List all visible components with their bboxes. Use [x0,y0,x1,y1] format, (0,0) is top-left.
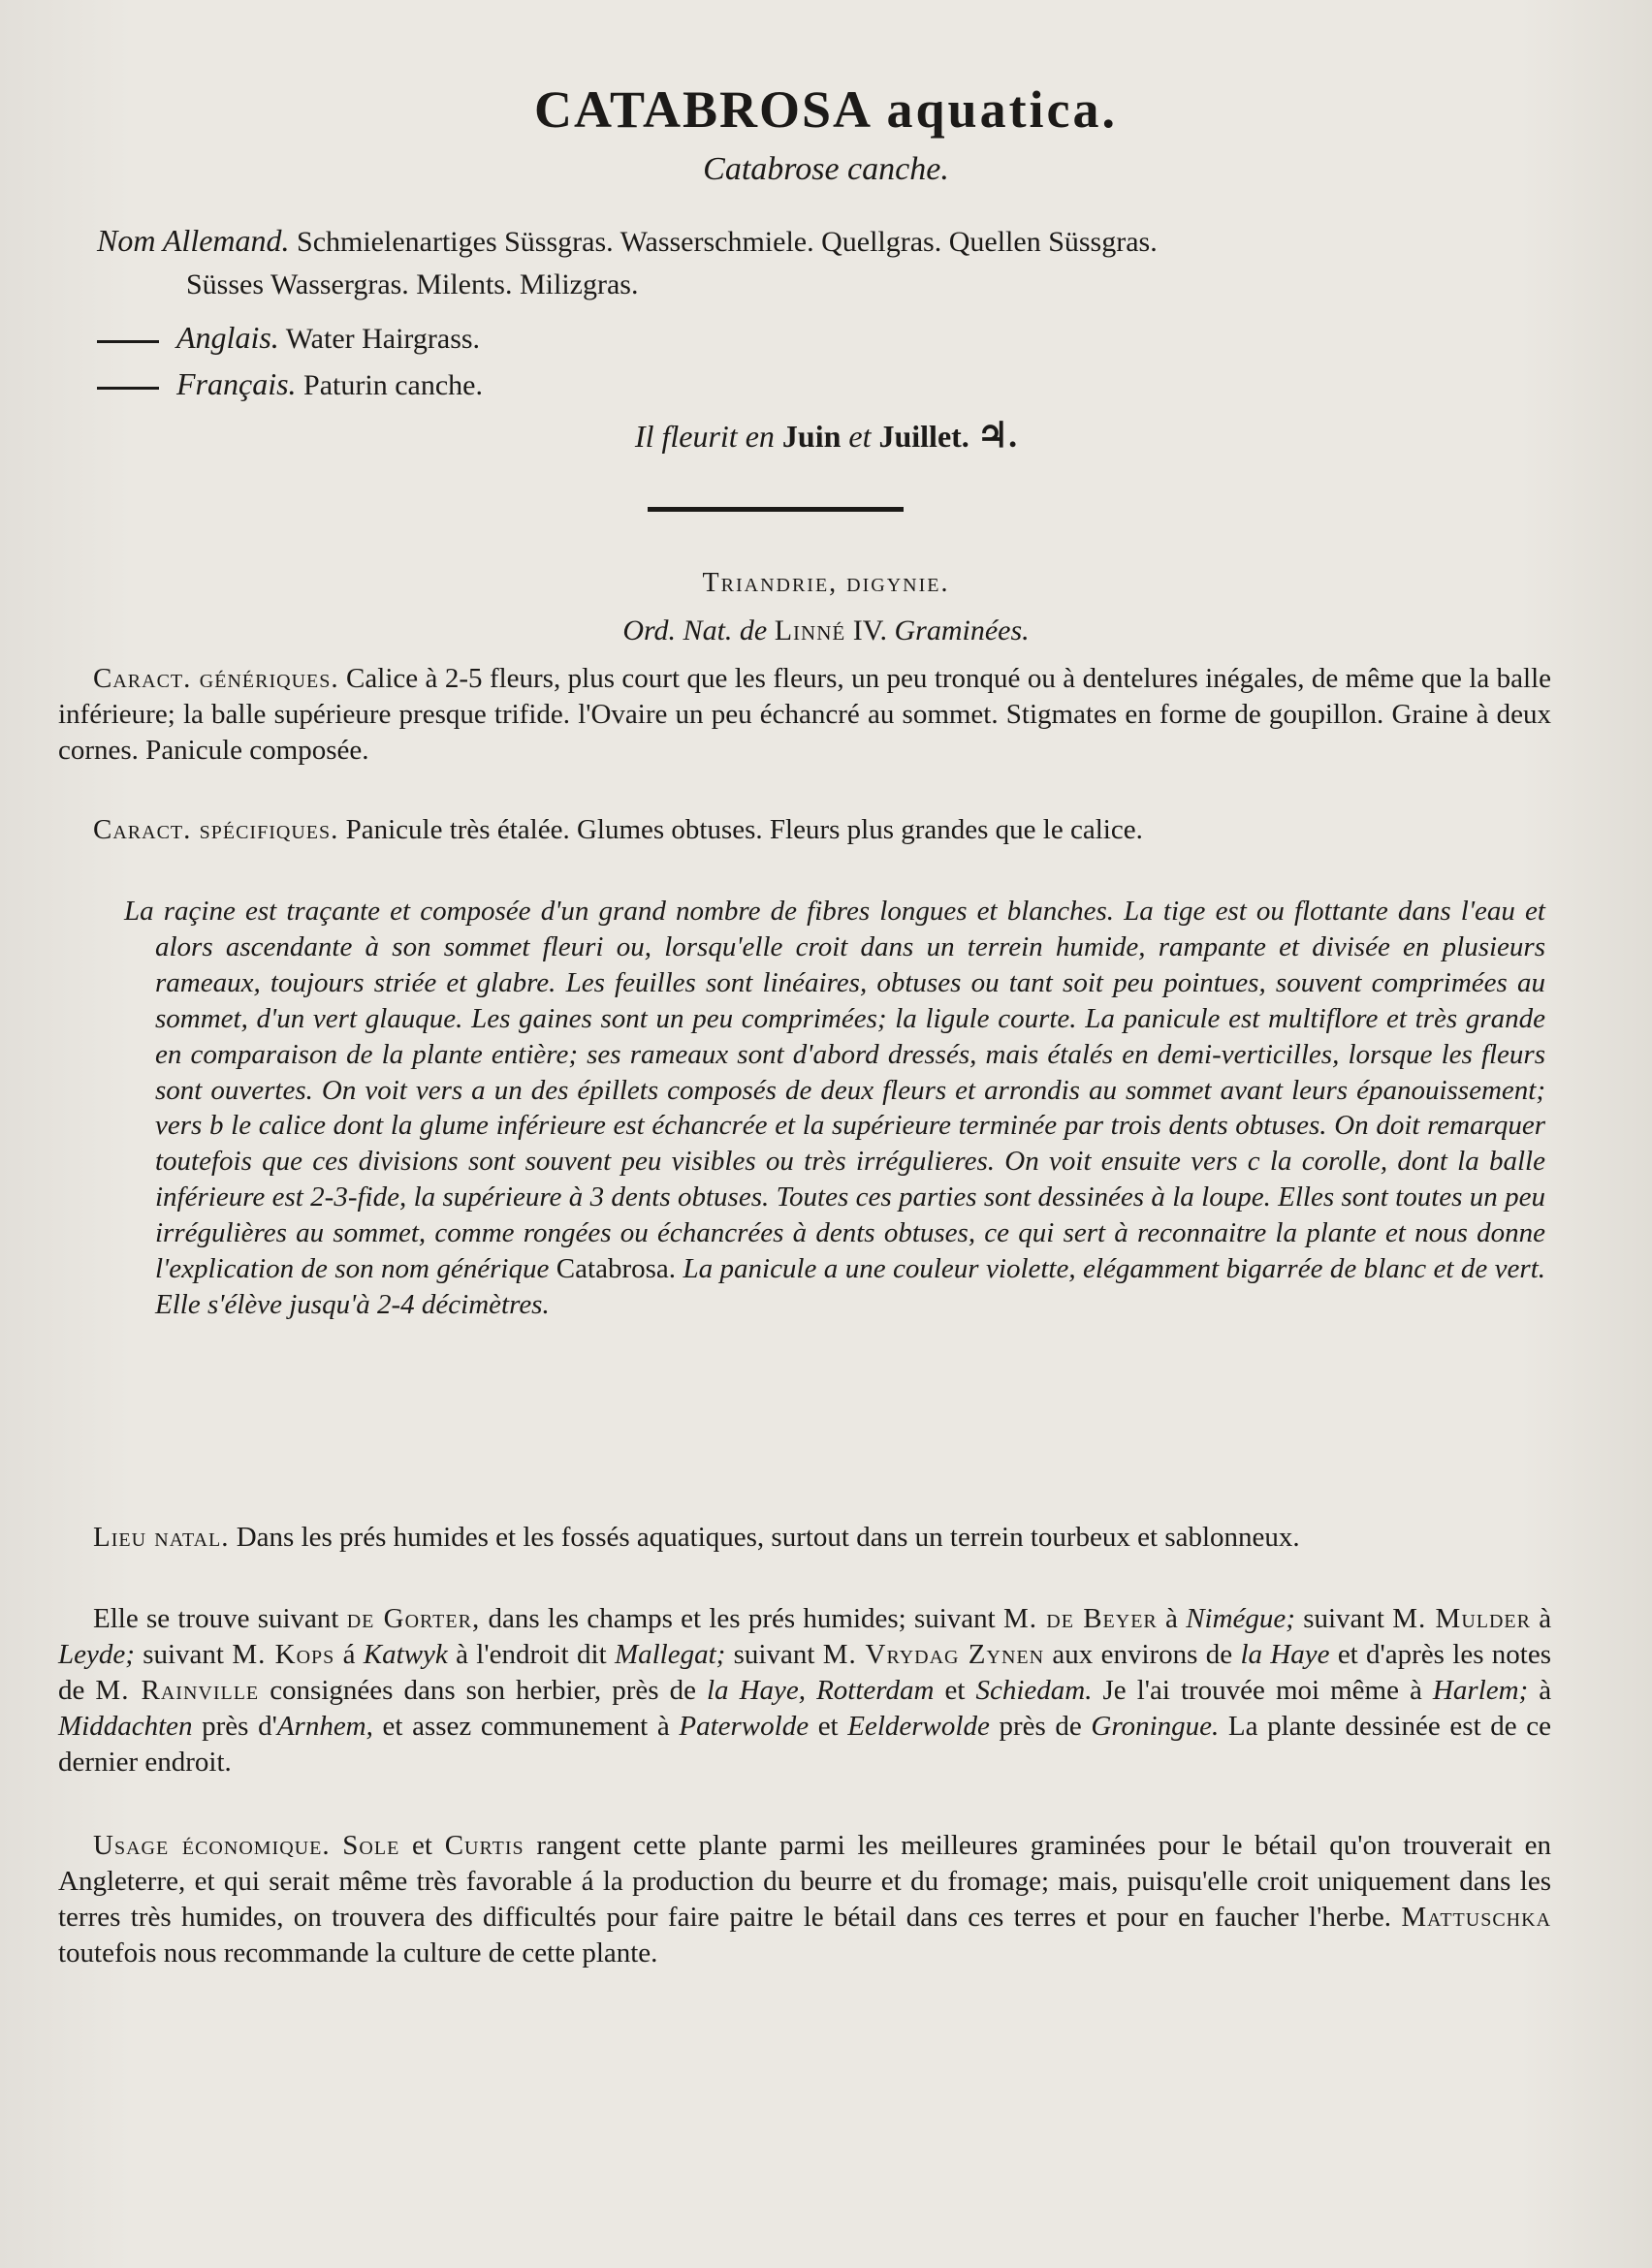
usage-text: toutefois nous recommande la culture de cette plante. [58,1937,658,1969]
english-label: Anglais. [176,320,279,355]
loc-text: à [1539,1603,1552,1634]
french-label: Français. [176,366,297,401]
loc-author: M. de Beyer [1003,1603,1158,1634]
loc-text: à l'endroit dit [456,1639,607,1670]
loc-text: aux environs de [1052,1639,1233,1670]
german-names-line1: Schmielenartiges Süssgras. Wasserschmiele. Quellgras. Quellen Süssgras. [297,226,1158,258]
ord-prefix: Ord. Nat. de [622,614,768,646]
usage-author: Mattuschka [1401,1902,1552,1933]
loc-text: consignées dans son herbier, près de [270,1675,696,1706]
loc-text: suivant [143,1639,224,1670]
loc-author: M. Mulder [1392,1603,1531,1634]
economic-usage [58,1828,1551,1971]
loc-text: et [944,1675,966,1706]
loc-text: près d' [202,1711,277,1742]
flowering-prefix: Il fleurit en [634,419,775,454]
perennial-symbol: ♃. [976,416,1018,455]
loc-text: La plante dessinée est de ce dernier endroit. [58,1711,1551,1778]
habitat-label: Lieu natal. [93,1522,230,1553]
loc-place: Groningue. [1091,1711,1220,1742]
usage-text: rangent cette plante parmi les meilleures graminées pour le bétail qu'on trouverait en Angleterre, et qui serait même très favorable á la production du beurre et du fromage; mais, puisqu'elle croit uniquement dans les terres très humides, on trouvera des difficultés pour faire paitre le bétail dans ces terres et pour en faucher l'herbe. [58,1830,1552,1933]
specific-characters [58,812,1551,848]
german-names [97,219,1561,306]
description-text-b: La panicule a une couleur violette, elégamment bigarrée de blanc et de vert. Elle s'élève jusqu'à 2-4 décimètres. [155,1253,1546,1320]
ord-family: Graminées. [894,614,1030,646]
species-name: aquatica. [886,80,1119,139]
plant-description [124,894,1545,1323]
english-name: Water Hairgrass. [285,323,481,355]
loc-text: dans les champs et les prés humides; suivant [488,1603,996,1634]
loc-place: Harlem; [1432,1675,1529,1706]
loc-text: et d'après les notes de [58,1639,1552,1706]
french-name: Paturin canche. [303,369,483,401]
usage-author: Sole [342,1830,400,1861]
loc-place: la Haye, [707,1675,807,1706]
flowering-month2: Juillet. [878,419,969,454]
generic-text: Calice à 2-5 fleurs, plus court que les fleurs, un peu tronqué ou à dentelures inégales, de même que la balle inférieure; la balle supérieure presque trifide. l'Ovaire un peu échancré au sommet. Stigmates en forme de goupillon. Graine à deux cornes. Panicule composée. [58,663,1551,766]
divider-rule [648,507,904,512]
page-title [0,79,1652,140]
habitat-text: Dans les prés humides et les fossés aquatiques, surtout dans un terrein tourbeux et sablonneux. [236,1522,1300,1553]
flowering-line [0,415,1652,456]
ord-number: IV. [852,614,887,646]
genus-name: CATABROSA [533,80,873,139]
ord-author: Linné [774,614,846,646]
usage-text: et [412,1830,432,1861]
loc-text: á [342,1639,356,1670]
loc-author: de Gorter, [346,1603,481,1634]
loc-place: Katwyk [363,1639,448,1670]
loc-place: Rotterdam [816,1675,935,1706]
loc-place: Arnhem, [276,1711,373,1742]
linnaean-class: Triandrie, digynie. [702,568,950,598]
usage-author: Curtis [444,1830,524,1861]
loc-place: Paterwolde [679,1711,810,1742]
loc-text: à [1539,1675,1552,1706]
flowering-conj: et [848,419,872,454]
loc-place: Mallegat; [614,1639,726,1670]
ditto-dash [97,340,159,343]
german-label: Nom Allemand. [97,223,290,258]
description-genus: Catabrosa. [556,1253,677,1285]
german-names-line2: Süsses Wassergras. Milents. Milizgras. [186,268,639,300]
natural-order [0,614,1652,647]
flowering-month1: Juin [781,419,842,454]
loc-place: Eelderwolde [847,1711,990,1742]
loc-place: Schiedam. [975,1675,1093,1706]
specific-text: Panicule très étalée. Glumes obtuses. Fleurs plus grandes que le calice. [345,814,1143,845]
ditto-dash [97,387,159,390]
generic-characters [58,661,1551,769]
french-names [97,362,1561,407]
french-common-name: Catabrose canche. [703,151,949,187]
english-names [97,316,1561,361]
usage-label: Usage économique. [93,1830,331,1861]
loc-text: suivant [1303,1603,1384,1634]
loc-author: M. Rainville [95,1675,260,1706]
loc-author: M. Vrydag Zynen [822,1639,1045,1670]
loc-text: et [817,1711,839,1742]
loc-place: Nimégue; [1186,1603,1295,1634]
description-text-a: La raçine est traçante et composée d'un grand nombre de fibres longues et blanches. La tige est ou flottante dans l'eau et alors ascendante à son sommet fleuri ou, lorsqu'elle croit dans un terrein humide, rampante et divisée en plusieurs rameaux, toujours striée et glabre. Les feuilles sont linéaires, obtuses ou tant soit peu pointues, souvent comprimées au sommet, d'un vert glauque. Les gaines sont un peu comprimées; la ligule courte. La panicule est multiflore et très grande en comparaison de la plante entière; ses rameaux sont d'abord dressés, mais étalés en demi-verticilles, lorsque les fleurs sont ouvertes. On voit vers a un des épillets composés de deux fleurs et arrondis au sommet avant leurs épanouissement; vers b le calice dont la glume inférieure est échancrée et la supérieure terminée par trois dents obtuses. On doit remarquer toutefois que ces divisions sont souvent peu visibles ou très irrégulieres. On voit ensuite vers c la corolle, dont la balle inférieure est 2-3-fide, la supérieure à 3 dents obtuses. Toutes ces parties sont dessinées à la loupe. Elles sont toutes un peu irrégulières au sommet, comme rongées ou échancrées à dents obtuses, ce qui sert à reconnaitre la plante et nous donne l'explication de son nom générique [124,896,1545,1285]
loc-text: près de [999,1711,1082,1742]
habitat [58,1520,1551,1556]
loc-text: Elle se trouve suivant [93,1603,339,1634]
specific-label: Caract. spécifiques. [93,814,339,845]
loc-place: Middachten [58,1711,193,1742]
loc-text: à [1165,1603,1178,1634]
loc-place: Leyde; [58,1639,135,1670]
loc-text: suivant [733,1639,815,1670]
localities [58,1601,1551,1780]
loc-text: Je l'ai trouvée moi même à [1102,1675,1422,1706]
loc-author: M. Kops [232,1639,335,1670]
generic-label: Caract. génériques. [93,663,339,694]
loc-text: et assez communement à [382,1711,670,1742]
loc-place: la Haye [1240,1639,1330,1670]
